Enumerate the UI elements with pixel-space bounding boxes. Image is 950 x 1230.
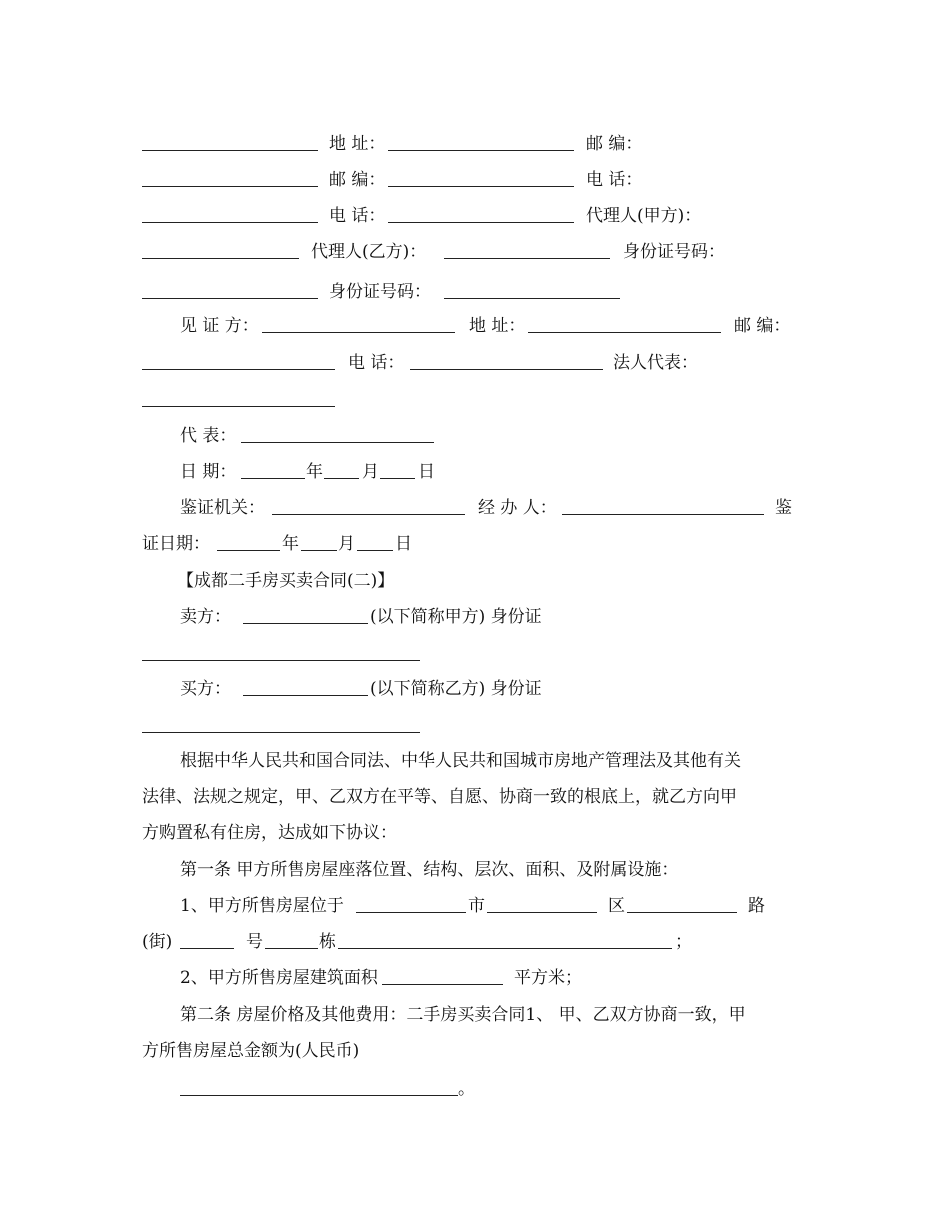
blank-line[interactable] <box>324 460 359 484</box>
month-label: 月 <box>338 534 355 554</box>
blank-line[interactable] <box>338 930 672 954</box>
blank-line[interactable] <box>357 532 393 556</box>
blank-line[interactable] <box>142 642 420 666</box>
day-label: 日 <box>395 534 412 554</box>
legal-rep-label: 法人代表： <box>613 353 698 373</box>
street-label: (街) <box>142 932 173 952</box>
article-2-line: 方所售房屋总金额为(人民币) <box>142 1041 360 1061</box>
day-label: 日 <box>418 462 435 482</box>
blank-line[interactable] <box>528 314 721 338</box>
blank-line[interactable] <box>627 894 737 918</box>
preamble-line: 方购置私有住房，达成如下协议： <box>142 823 397 843</box>
id-number-label: 身份证号码： <box>329 282 431 302</box>
preamble-line: 根据中华人民共和国合同法、中华人民共和国城市房地产管理法及其他有关 <box>180 751 741 771</box>
blank-line[interactable] <box>272 496 465 520</box>
postcode-label: 邮 编： <box>329 170 386 190</box>
buyer-label: 买方： <box>180 679 231 699</box>
blank-line[interactable] <box>265 930 318 954</box>
handler-label: 经 办 人： <box>478 498 557 518</box>
blank-line[interactable] <box>410 351 603 375</box>
blank-line[interactable] <box>142 132 318 156</box>
postcode-label: 邮 编： <box>734 316 791 336</box>
blank-line[interactable] <box>388 204 574 228</box>
address-label: 地 址： <box>329 134 386 154</box>
address-label: 地 址： <box>469 316 526 336</box>
blank-line[interactable] <box>142 351 335 375</box>
phone-label: 电 话： <box>586 170 643 190</box>
semicolon: ； <box>675 932 692 952</box>
month-label: 月 <box>362 462 379 482</box>
phone-label: 电 话： <box>329 206 386 226</box>
notary-date-label-b: 证日期： <box>142 534 210 554</box>
blank-line[interactable] <box>142 388 335 412</box>
buyer-note: (以下简称乙方) 身份证 <box>370 679 542 699</box>
contract-title: 【成都二手房买卖合同(二)】 <box>177 571 395 591</box>
id-number-label: 身份证号码： <box>623 242 725 262</box>
blank-line[interactable] <box>142 280 318 304</box>
blank-line[interactable] <box>180 930 234 954</box>
blank-line[interactable] <box>356 894 466 918</box>
year-label: 年 <box>282 534 299 554</box>
blank-line[interactable] <box>487 894 597 918</box>
blank-line[interactable] <box>243 677 368 701</box>
representative-label: 代 表： <box>180 426 237 446</box>
blank-line[interactable] <box>388 168 574 192</box>
preamble-line: 法律、法规之规定，甲、乙双方在平等、自愿、协商一致的根底上，就乙方向甲 <box>142 787 737 807</box>
notary-date-label-a: 鉴 <box>775 498 792 518</box>
number-label: 号 <box>246 932 263 952</box>
notary-org-label: 鉴证机关： <box>180 498 265 518</box>
city-label: 市 <box>468 896 485 916</box>
blank-line[interactable] <box>217 532 280 556</box>
blank-line[interactable] <box>142 714 420 738</box>
postcode-label: 邮 编： <box>586 134 643 154</box>
year-label: 年 <box>306 462 323 482</box>
item-2-prefix: 2、甲方所售房屋建筑面积 <box>180 968 378 988</box>
period: 。 <box>458 1079 475 1099</box>
road-label: 路 <box>748 896 765 916</box>
blank-line[interactable] <box>262 314 455 338</box>
blank-line[interactable] <box>380 460 415 484</box>
agent-b-label: 代理人(乙方)： <box>311 242 427 262</box>
blank-line[interactable] <box>382 966 503 990</box>
blank-line[interactable] <box>241 424 434 448</box>
blank-line[interactable] <box>142 168 318 192</box>
seller-label: 卖方： <box>180 607 231 627</box>
phone-label: 电 话： <box>348 353 405 373</box>
blank-line[interactable] <box>243 605 368 629</box>
date-label: 日 期： <box>180 462 237 482</box>
building-label: 栋 <box>319 932 336 952</box>
article-1-heading: 第一条 甲方所售房屋座落位置、结构、层次、面积、及附属设施： <box>180 860 679 880</box>
blank-line[interactable] <box>444 240 610 264</box>
blank-line[interactable] <box>301 532 337 556</box>
blank-line[interactable] <box>444 280 620 304</box>
item-1-prefix: 1、甲方所售房屋位于 <box>180 896 344 916</box>
agent-a-label: 代理人(甲方)： <box>586 206 702 226</box>
district-label: 区 <box>608 896 625 916</box>
blank-line[interactable] <box>241 460 305 484</box>
blank-line[interactable] <box>180 1077 458 1101</box>
article-2-line: 第二条 房屋价格及其他费用：二手房买卖合同1、 甲、乙双方协商一致，甲 <box>180 1005 746 1025</box>
seller-note: (以下简称甲方) 身份证 <box>370 607 542 627</box>
blank-line[interactable] <box>562 496 764 520</box>
blank-line[interactable] <box>142 204 318 228</box>
blank-line[interactable] <box>142 240 299 264</box>
witness-label: 见 证 方： <box>180 316 259 336</box>
sqm-label: 平方米； <box>514 968 582 988</box>
blank-line[interactable] <box>388 132 574 156</box>
